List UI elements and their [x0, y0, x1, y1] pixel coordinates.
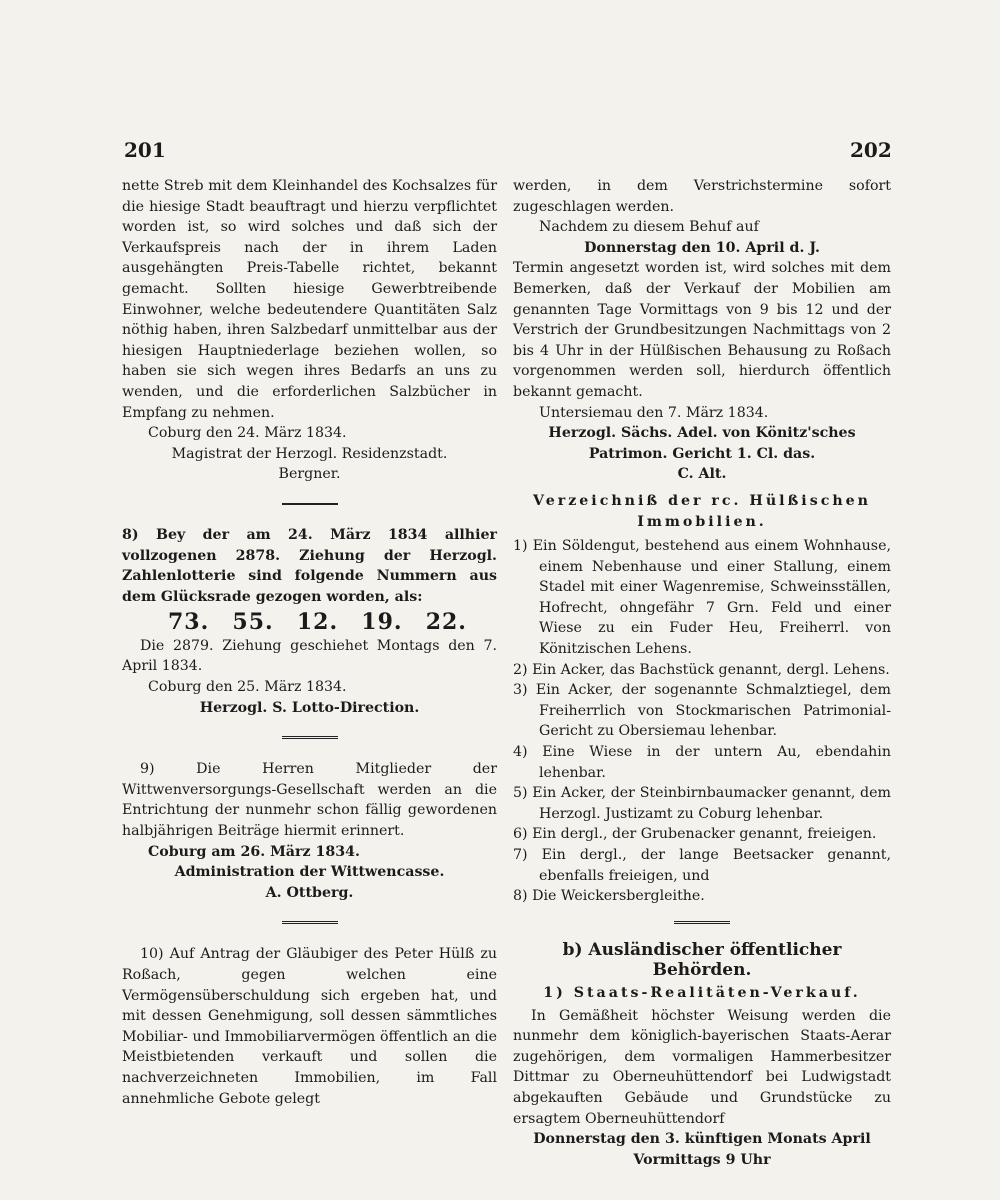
notice-authority: Administration der Wittwencasse. [174, 864, 445, 881]
notice-date: Coburg den 25. März 1834. [148, 679, 347, 696]
sale-time: Vormittags 9 Uhr [633, 1151, 771, 1168]
page-number-left: 201 [124, 138, 166, 162]
right-column [513, 176, 891, 1170]
auction-date: Donnerstag den 10. April d. J. [584, 239, 820, 256]
sale-date: Donnerstag den 3. künftigen Monats April [533, 1131, 871, 1148]
lottery-number: 19. [361, 609, 403, 636]
property-list-item: 4) Eine Wiese in der untern Au, ebendahin lehenbar. [513, 744, 891, 781]
property-list-item: 1) Ein Söldengut, bestehend aus einem Wohnhause, einem Nebenhause und einer Stallung, einem Stadel mit einer Wagenremise, Schweinsställen, Hofrecht, ohngefähr 7 Grn. Feld und einer Wiese zu ein Fuder Heu, Freiherrl. von Könitzischen Lehens. [513, 538, 891, 658]
lottery-number: 55. [232, 609, 274, 636]
lottery-number: 12. [296, 609, 339, 636]
property-list-item: 2) Ein Acker, das Bachstück genannt, dergl. Lehens. [513, 661, 890, 678]
next-drawing-text: Die 2879. Ziehung geschiehet Montags den 7. April 1834. [122, 637, 497, 675]
section-divider [282, 736, 338, 739]
notice-date: Coburg am 26. März 1834. [148, 843, 360, 860]
notice-authority: Herzogl. Sächs. Adel. von Könitz'sches Patrimon. Gericht 1. Cl. das. [548, 425, 856, 462]
auction-notice-text: 10) Auf Antrag der Gläubiger des Peter Hülß zu Roßach, gegen welchen eine Vermögensüberschuldung sich ergeben hat, und mit dessen Genehmigung, soll dessen sämmtliches Mobiliar- und Immobiliarvermögen öffentlich an die Meistbietenden verkauft und sollen die nachverzeichneten Immobilien, im Fall annehmliche Gebote gelegt [122, 946, 497, 1107]
lottery-number: 22. [425, 609, 467, 636]
page-number-right: 202 [850, 138, 892, 162]
notice-signature: A. Ottberg. [265, 884, 354, 901]
auction-continuation-text: werden, in dem Verstrichstermine sofort zugeschlagen werden. [513, 178, 891, 215]
notice-signature: Bergner. [278, 466, 341, 483]
salt-notice-text: nette Streb mit dem Kleinhandel des Kochsalzes für die hiesige Stadt beauftragt und hierzu verpflichtet worden ist, so wird solches und daß sich der Verkaufspreis nach der in ihrem Laden ausgehängten Preis-Tabelle richtet, bekannt gemacht. Sollten hiesige Gewerbtreibende Einwohner, welche bedeutendere Quantitäten Salz nöthig haben, ihren Salzbedarf unmittelbar aus der hiesigen Hauptniederlage beziehen wollen, so haben sie sich wegen ihres Bedarfs an uns zu wenden, und die erforderlichen Salzbücher in Empfang zu nehmen. [122, 178, 497, 421]
notice-date: Coburg den 24. März 1834. [148, 425, 347, 442]
property-list-item: 8) Die Weickersbergleithe. [513, 888, 705, 905]
section-heading: b) Ausländischer öffentlicher Behörden. [562, 939, 842, 981]
lottery-numbers [122, 607, 497, 636]
notice-authority: Magistrat der Herzogl. Residenzstadt. [171, 445, 448, 462]
notice-date: Untersiemau den 7. März 1834. [539, 404, 769, 421]
notice-signature: C. Alt. [677, 466, 727, 483]
property-list-item: 3) Ein Acker, der sogenannte Schmalztiegel, dem Freiherrlich von Stockmarischen Patrimonial-Gericht zu Obersiemau lehenbar. [513, 682, 891, 740]
property-list-item: 7) Ein dergl., der lange Beetsacker genannt, ebenfalls freieigen, und [513, 847, 891, 884]
state-realty-text: In Gemäßheit höchster Weisung werden die nunmehr dem königlich-bayerischen Staats-Aerar zugehörigen, dem vormaligen Hammerbesitzer Dittmar zu Oberneuhüttendorf bei Ludwigstadt abgekauften Gebäude und Grundstücke zu ersagtem Oberneuhüttendorf [513, 1007, 891, 1127]
subsection-heading: 1) Staats-Realitäten-Verkauf. [543, 984, 861, 1001]
lottery-number: 73. [168, 609, 210, 636]
property-list-item: 6) Ein dergl., der Grubenacker genannt, freieigen. [513, 826, 877, 843]
lottery-notice-text: 8) Bey der am 24. März 1834 allhier vollzogenen 2878. Ziehung der Herzogl. Zahlenlotterie sind folgende Nummern aus dem Glücksrade gezogen worden, als: [122, 526, 497, 605]
property-list-heading: Verzeichniß der rc. Hülßischen Immobilien. [533, 492, 871, 530]
notice-authority: Herzogl. S. Lotto-Direction. [199, 699, 420, 716]
auction-terms-text: Termin angesetzt worden ist, wird solches mit dem Bemerken, daß der Verkauf der Mobilien am genannten Tage Vormittags von 9 bis 12 und der Verstrich der Grundbesitzungen Nachmittags von 2 bis 4 Uhr in der Hülßischen Behausung zu Roßach vorgenommen werden soll, hierdurch öffentlich bekannt gemacht. [513, 260, 891, 400]
auction-intro-text: Nachdem zu diesem Behuf auf [539, 219, 759, 236]
property-list-item: 5) Ein Acker, der Steinbirnbaumacker genannt, dem Herzogl. Justizamt zu Coburg lehenbar. [513, 785, 891, 822]
left-column [122, 176, 497, 1109]
section-divider [674, 921, 730, 924]
widow-fund-notice-text: 9) Die Herren Mitglieder der Wittwenversorgungs-Gesellschaft werden an die Entrichtung der nunmehr schon fällig gewordenen halbjährigen Beiträge hiermit erinnert. [122, 761, 497, 840]
section-divider [282, 921, 338, 924]
section-divider [282, 503, 338, 505]
